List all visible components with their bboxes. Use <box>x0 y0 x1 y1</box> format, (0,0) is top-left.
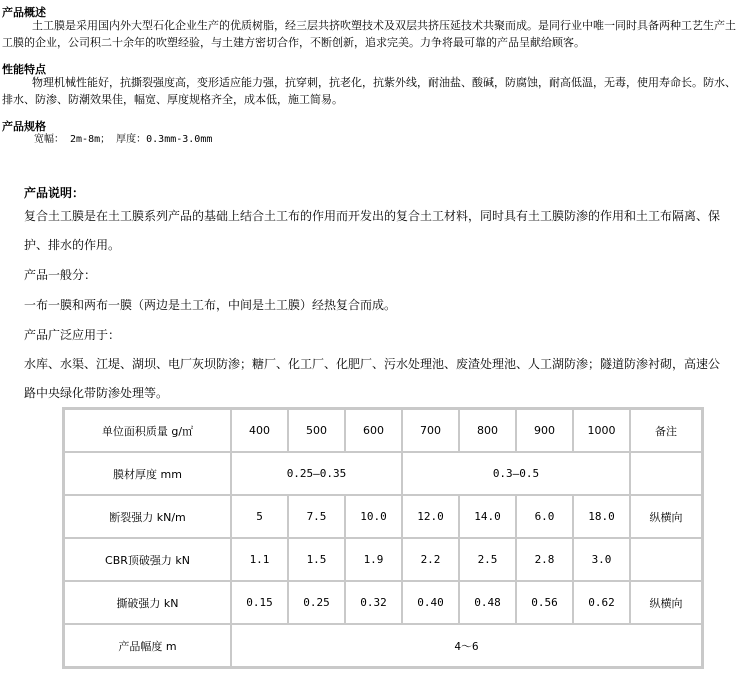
description-line: 水库、水渠、江堤、湖坝、电厂灰坝防渗；糖厂、化工厂、化肥厂、污水处理池、废渣处理池、人工湖防渗；隧道防渗衬砌，高速公 <box>24 357 721 371</box>
row-label: CBR顶破强力 kN <box>64 538 231 581</box>
table-cell: 7.5 <box>288 495 345 538</box>
table-cell <box>630 452 702 495</box>
table-cell: 纵横向 <box>630 581 702 624</box>
description-line: 产品广泛应用于： <box>24 328 121 342</box>
table-cell: 0.48 <box>459 581 516 624</box>
row-label: 产品幅度 m <box>64 624 231 667</box>
row-label: 撕破强力 kN <box>64 581 231 624</box>
overview-title: 产品概述 <box>2 6 46 19</box>
table-cell: 0.62 <box>573 581 630 624</box>
table-cell: 2.8 <box>516 538 573 581</box>
spec-table <box>62 407 704 669</box>
table-cell: 10.0 <box>345 495 402 538</box>
header-cell: 900 <box>516 409 573 452</box>
header-cell: 800 <box>459 409 516 452</box>
table-cell: 4～6 <box>231 624 702 667</box>
table-cell: 2.2 <box>402 538 459 581</box>
overview-text: 土工膜是采用国内外大型石化企业生产的优质树脂，经三层共挤吹塑技术及双层共挤压延技术共聚而成。是同行业中唯一同时具备两种工艺生产土工膜的企业，公司积二十余年的吹塑经验，与土建方密切合作，不断创新，追求完美。力争将最可靠的产品呈献给顾客。 <box>2 19 736 49</box>
table-cell: 0.25 <box>288 581 345 624</box>
table-row <box>64 581 702 624</box>
table-cell: 1.5 <box>288 538 345 581</box>
header-cell: 500 <box>288 409 345 452</box>
table-cell: 12.0 <box>402 495 459 538</box>
spec-title: 产品规格 <box>2 120 46 133</box>
table-row <box>64 452 702 495</box>
header-cell: 600 <box>345 409 402 452</box>
header-cell: 400 <box>231 409 288 452</box>
header-label: 单位面积质量 g/㎡ <box>64 409 231 452</box>
header-note: 备注 <box>630 409 702 452</box>
table-cell: 0.3—0.5 <box>402 452 630 495</box>
features-title: 性能特点 <box>2 63 46 76</box>
row-label: 断裂强力 kN/m <box>64 495 231 538</box>
description-line: 复合土工膜是在土工膜系列产品的基础上结合土工布的作用而开发出的复合土工材料，同时具有土工膜防渗的作用和土工布隔离、保 <box>24 209 721 223</box>
header-cell: 700 <box>402 409 459 452</box>
table-cell: 0.32 <box>345 581 402 624</box>
description-line: 产品一般分： <box>24 268 97 282</box>
table-row <box>64 538 702 581</box>
table-row <box>64 624 702 667</box>
description-line: 路中央绿化带防渗处理等。 <box>24 386 169 400</box>
table-cell: 18.0 <box>573 495 630 538</box>
header-cell: 1000 <box>573 409 630 452</box>
table-row <box>64 409 702 452</box>
table-cell: 2.5 <box>459 538 516 581</box>
spec-text: 宽幅： 2m-8m； 厚度：0.3mm-3.0mm <box>34 134 213 145</box>
description-line: 一布一膜和两布一膜（两边是土工布，中间是土工膜）经热复合而成。 <box>24 298 397 312</box>
features-text: 物理机械性能好，抗撕裂强度高，变形适应能力强，抗穿刺，抗老化，抗紫外线，耐油盐、酸碱，防腐蚀，耐高低温，无毒，使用寿命长。防水、排水、防渗、防潮效果佳，幅宽、厚度规格齐全，成本低，施工简易。 <box>2 76 736 106</box>
table-cell: 纵横向 <box>630 495 702 538</box>
table-cell: 0.56 <box>516 581 573 624</box>
table-cell: 5 <box>231 495 288 538</box>
table-cell: 14.0 <box>459 495 516 538</box>
table-cell: 0.15 <box>231 581 288 624</box>
description-line: 护、排水的作用。 <box>24 238 121 252</box>
table-row <box>64 495 702 538</box>
description-title: 产品说明： <box>24 186 85 200</box>
table-cell: 0.40 <box>402 581 459 624</box>
table-cell <box>630 538 702 581</box>
table-cell: 1.9 <box>345 538 402 581</box>
row-label: 膜材厚度 mm <box>64 452 231 495</box>
table-cell: 6.0 <box>516 495 573 538</box>
table-cell: 0.25—0.35 <box>231 452 402 495</box>
table-cell: 3.0 <box>573 538 630 581</box>
table-cell: 1.1 <box>231 538 288 581</box>
